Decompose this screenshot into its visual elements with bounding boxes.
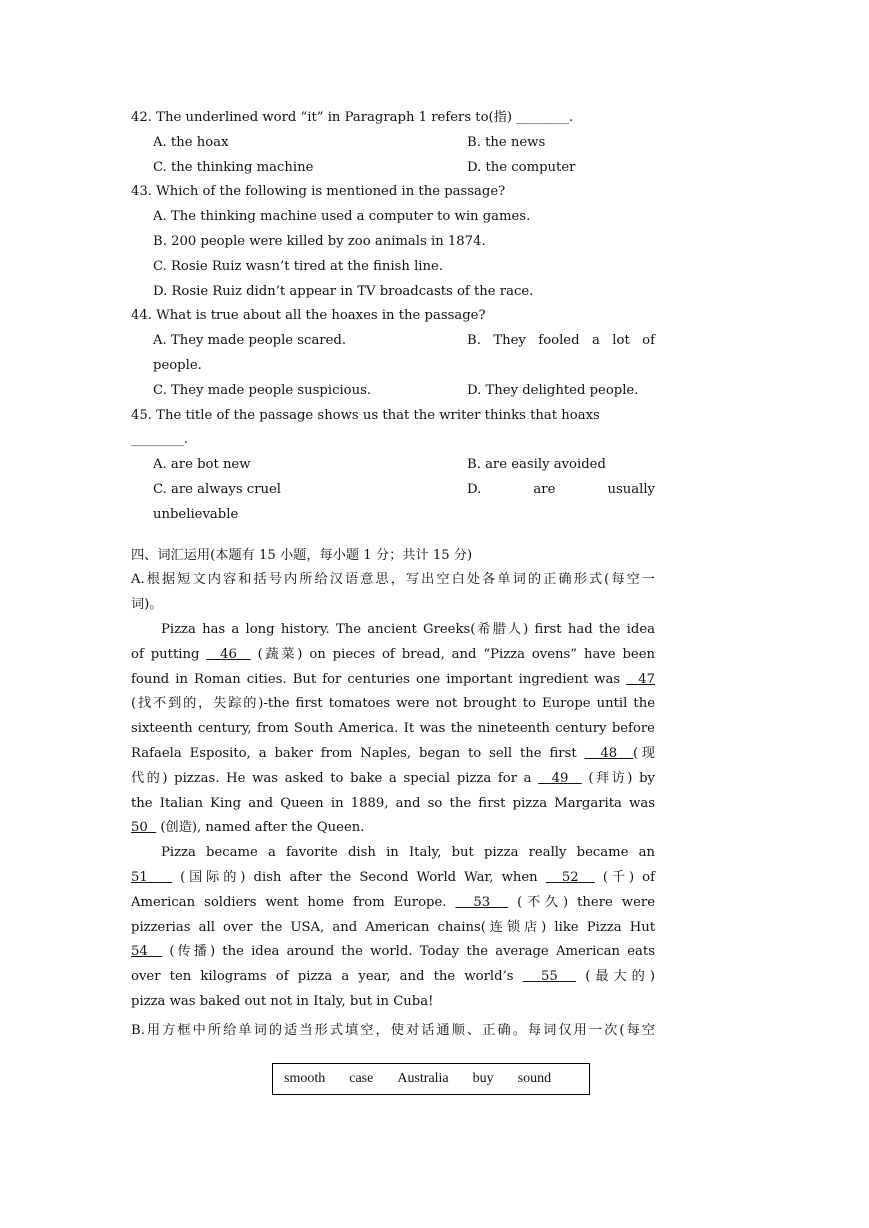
passage-line: American soldiers went home from Europe. 53 (不久) there were	[131, 894, 655, 910]
passage-paragraph-2	[131, 841, 655, 1015]
section-title: 四、词汇运用(本题有 15 小题，每小题 1 分；共计 15 分)	[131, 547, 473, 563]
passage-line: Rafaela Esposito, a baker from Naples, began to sell the first 48 (现	[131, 745, 655, 761]
q44-option-b: B. They fooled a lot of	[467, 333, 655, 349]
passage-line: the Italian King and Queen in 1889, and so the first pizza Margarita was	[131, 795, 655, 811]
q43-option-a: A. The thinking machine used a computer to win games.	[153, 209, 531, 225]
passage-line: found in Roman cities. But for centuries one important ingredient was 47	[131, 671, 655, 687]
q45-option-d: D. are usually	[467, 481, 655, 497]
q43-option-c: C. Rosie Ruiz wasn’t tired at the finish line.	[153, 258, 444, 274]
passage-line: over ten kilograms of pizza a year, and the world’s 55 (最大的)	[131, 969, 655, 985]
passage-line: 代的) pizzas. He was asked to bake a special pizza for a 49 (拜访) by	[131, 770, 655, 786]
blank-48[interactable]: 48	[600, 745, 618, 761]
q44-option-a: A. They made people scared.	[153, 333, 347, 349]
q42-option-a: A. the hoax	[153, 134, 229, 150]
q45-option-b: B. are easily avoided	[467, 457, 606, 473]
q42-options-ab	[131, 131, 655, 156]
q45-stem-blank: ________.	[131, 432, 188, 448]
passage-line: 50 (创造), named after the Queen.	[131, 820, 365, 836]
q44-option-d: D. They delighted people.	[467, 382, 639, 398]
blank-53[interactable]: 53	[473, 894, 491, 910]
q45-stem: 45. The title of the passage shows us that the writer thinks that hoaxs	[131, 407, 600, 423]
q43-option-d: D. Rosie Ruiz didn’t appear in TV broadcasts of the race.	[153, 283, 534, 299]
q42-options-cd	[131, 156, 655, 181]
q45-option-d-cont: unbelievable	[153, 506, 239, 522]
blank-55[interactable]: 55	[541, 969, 558, 985]
passage-line: 51 (国际的) dish after the Second World War, when 52 (千) of	[131, 869, 655, 885]
word-box-item: buy	[472, 1071, 494, 1086]
q45-option-a: A. are bot new	[153, 457, 251, 473]
q44-stem: 44. What is true about all the hoaxes in the passage?	[131, 308, 486, 324]
q44-option-b-cont: people.	[153, 357, 202, 373]
blank-46[interactable]: 46	[220, 646, 237, 662]
word-box-item: case	[349, 1071, 374, 1086]
exam-page	[131, 106, 655, 1043]
passage-line: sixteenth century, from South America. It was the nineteenth century before	[131, 721, 655, 737]
part-b-instruction: B.用方框中所给单词的适当形式填空，使对话通顺、正确。每词仅用一次(每空	[131, 1022, 655, 1038]
blank-50[interactable]: 50	[131, 820, 148, 836]
passage-line: of putting 46 (蔬菜) on pieces of bread, and “Pizza ovens” have been	[131, 646, 655, 662]
blank-52[interactable]: 52	[561, 869, 579, 885]
q44-options-cd	[131, 379, 655, 404]
passage-line: 54 (传播) the idea around the world. Today the average American eats	[131, 944, 655, 960]
q42-option-d: D. the computer	[467, 159, 576, 175]
word-box-item: sound	[517, 1071, 552, 1086]
q42-option-c: C. the thinking machine	[153, 159, 314, 175]
q42-stem: 42. The underlined word “it” in Paragraph 1 refers to(指) ________.	[131, 110, 574, 125]
word-box-item: smooth	[284, 1071, 326, 1086]
blank-51[interactable]: 51	[131, 869, 148, 885]
q42-option-b: B. the news	[467, 134, 546, 150]
part-a-instruction: A.根据短文内容和括号内所给汉语意思，写出空白处各单词的正确形式(每空一	[131, 572, 655, 588]
q43-option-b: B. 200 people were killed by zoo animals in 1874.	[153, 233, 486, 249]
q45-option-c: C. are always cruel	[153, 481, 282, 497]
q43-stem: 43. Which of the following is mentioned in the passage?	[131, 184, 506, 200]
q44-options-ab	[131, 329, 655, 354]
blank-54[interactable]: 54	[131, 944, 148, 960]
passage-line: Pizza has a long history. The ancient Greeks(希腊人) first had the idea	[161, 621, 655, 637]
q45-options-ab	[131, 453, 655, 478]
q45-options-cd	[131, 478, 655, 503]
blank-49[interactable]: 49	[551, 770, 569, 786]
part-a-instruction-cont: 词)。	[131, 597, 163, 613]
passage-line: pizzerias all over the USA, and American chains(连锁店) like Pizza Hut	[131, 919, 655, 935]
word-box	[272, 1063, 590, 1095]
passage-line: pizza was baked out not in Italy, but in Cuba!	[131, 993, 434, 1009]
passage-line: (找不到的，失踪的)-the first tomatoes were not brought to Europe until the	[131, 696, 655, 712]
passage-line: Pizza became a favorite dish in Italy, but pizza really became an	[161, 845, 655, 861]
word-box-item: Australia	[397, 1071, 449, 1086]
blank-47[interactable]: 47	[638, 671, 655, 687]
q44-option-c: C. They made people suspicious.	[153, 382, 372, 398]
passage-paragraph-1	[131, 618, 655, 841]
